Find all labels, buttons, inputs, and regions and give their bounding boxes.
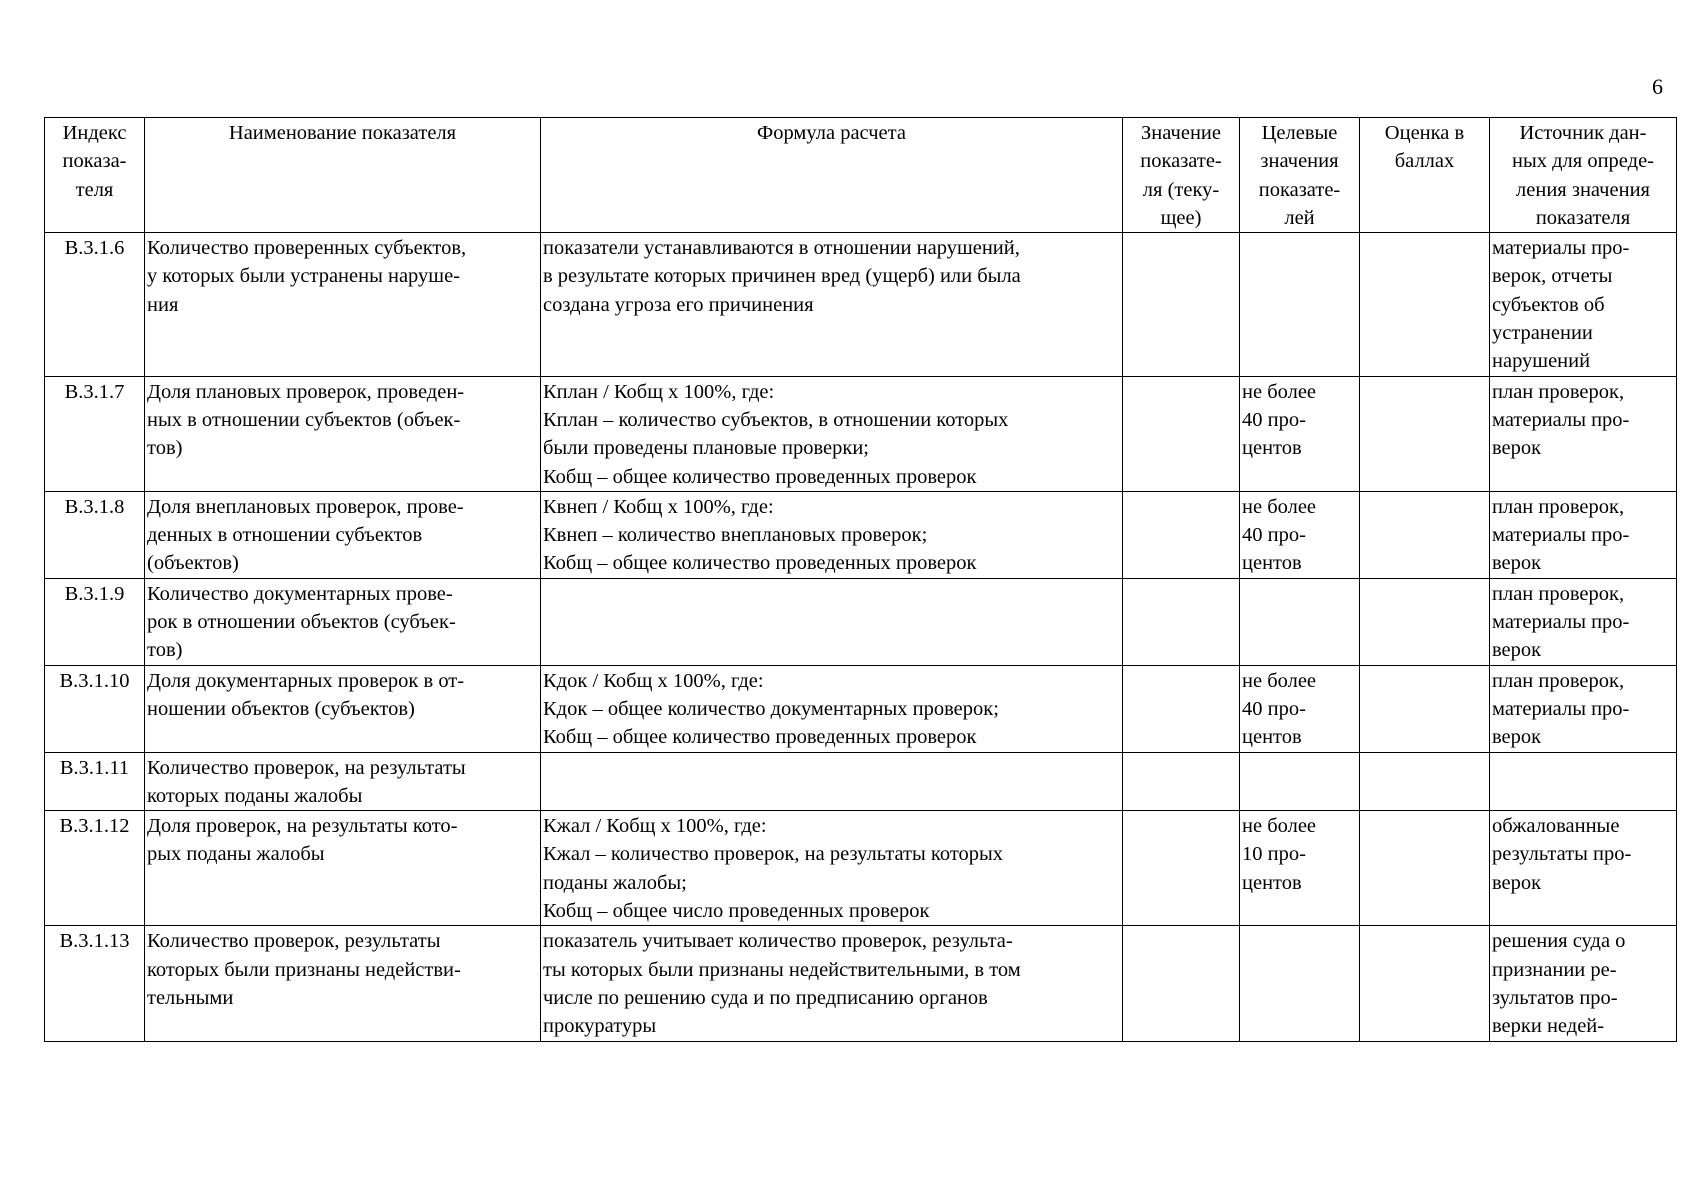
cell-formula	[541, 578, 1123, 665]
cell-formula: Кжал / Кобщ х 100%, где: Кжал – количество проверок, на результаты которых поданы жалобы; Кобщ – общее число проведенных проверок	[541, 811, 1123, 926]
cell-data-source: план проверок, материалы про- верок	[1490, 578, 1677, 665]
table-row	[45, 811, 1677, 926]
cell-index: В.3.1.13	[45, 926, 145, 1041]
table-row	[45, 491, 1677, 578]
cell-target-value: не более 10 про- центов	[1240, 811, 1360, 926]
cell-formula: Квнеп / Кобщ х 100%, где: Квнеп – количество внеплановых проверок; Кобщ – общее количество проведенных проверок	[541, 491, 1123, 578]
cell-score	[1360, 811, 1490, 926]
cell-current-value	[1123, 233, 1240, 376]
cell-name: Доля плановых проверок, проведен- ных в отношении субъектов (объек- тов)	[145, 376, 541, 491]
table-row	[45, 665, 1677, 752]
cell-name: Количество документарных прове- рок в отношении объектов (субъек- тов)	[145, 578, 541, 665]
cell-data-source: план проверок, материалы про- верок	[1490, 491, 1677, 578]
table-header-row	[45, 118, 1677, 233]
header-score: Оценка в баллах	[1360, 118, 1490, 233]
table-row	[45, 752, 1677, 811]
cell-current-value	[1123, 752, 1240, 811]
cell-target-value	[1240, 926, 1360, 1041]
cell-index: В.3.1.6	[45, 233, 145, 376]
cell-data-source: материалы про- верок, отчеты субъектов об устранении нарушений	[1490, 233, 1677, 376]
table-row	[45, 233, 1677, 376]
cell-target-value	[1240, 578, 1360, 665]
cell-formula: показатели устанавливаются в отношении нарушений, в результате которых причинен вред (ущерб) или была создана угроза его причинения	[541, 233, 1123, 376]
cell-index: В.3.1.8	[45, 491, 145, 578]
cell-score	[1360, 752, 1490, 811]
cell-data-source: решения суда о признании ре- зультатов про- верки недей-	[1490, 926, 1677, 1041]
indicators-table	[44, 117, 1677, 1042]
cell-target-value: не более 40 про- центов	[1240, 376, 1360, 491]
cell-index: В.3.1.10	[45, 665, 145, 752]
header-index: Индекс показа- теля	[45, 118, 145, 233]
cell-formula: Кдок / Кобщ х 100%, где: Кдок – общее количество документарных проверок; Кобщ – общее количество проведенных проверок	[541, 665, 1123, 752]
cell-target-value	[1240, 752, 1360, 811]
cell-current-value	[1123, 376, 1240, 491]
cell-index: В.3.1.12	[45, 811, 145, 926]
page-number: 6	[1652, 74, 1663, 99]
cell-target-value	[1240, 233, 1360, 376]
cell-data-source: обжалованные результаты про- верок	[1490, 811, 1677, 926]
cell-name: Доля внеплановых проверок, прове- денных в отношении субъектов (объектов)	[145, 491, 541, 578]
cell-target-value: не более 40 про- центов	[1240, 491, 1360, 578]
table-body	[45, 233, 1677, 1041]
table-row	[45, 578, 1677, 665]
header-current-value: Значение показате- ля (теку- щее)	[1123, 118, 1240, 233]
cell-name: Количество проверенных субъектов, у которых были устранены наруше- ния	[145, 233, 541, 376]
cell-score	[1360, 233, 1490, 376]
cell-score	[1360, 376, 1490, 491]
cell-current-value	[1123, 665, 1240, 752]
cell-index: В.3.1.11	[45, 752, 145, 811]
table-row	[45, 376, 1677, 491]
cell-score	[1360, 491, 1490, 578]
cell-index: В.3.1.9	[45, 578, 145, 665]
cell-current-value	[1123, 926, 1240, 1041]
cell-score	[1360, 926, 1490, 1041]
cell-name: Доля проверок, на результаты кото- рых поданы жалобы	[145, 811, 541, 926]
header-formula: Формула расчета	[541, 118, 1123, 233]
cell-formula	[541, 752, 1123, 811]
cell-current-value	[1123, 578, 1240, 665]
cell-current-value	[1123, 491, 1240, 578]
cell-score	[1360, 665, 1490, 752]
header-target-values: Целевые значения показате- лей	[1240, 118, 1360, 233]
cell-score	[1360, 578, 1490, 665]
cell-name: Количество проверок, результаты которых были признаны недействи- тельными	[145, 926, 541, 1041]
header-data-source: Источник дан- ных для опреде- ления значения показателя	[1490, 118, 1677, 233]
header-name: Наименование показателя	[145, 118, 541, 233]
cell-name: Доля документарных проверок в от- ношении объектов (субъектов)	[145, 665, 541, 752]
cell-data-source: план проверок, материалы про- верок	[1490, 376, 1677, 491]
cell-data-source	[1490, 752, 1677, 811]
table-row	[45, 926, 1677, 1041]
cell-index: В.3.1.7	[45, 376, 145, 491]
cell-formula: Кплан / Кобщ х 100%, где: Кплан – количество субъектов, в отношении которых были проведены плановые проверки; Кобщ – общее количество проведенных проверок	[541, 376, 1123, 491]
cell-formula: показатель учитывает количество проверок, результа- ты которых были признаны недействительными, в том числе по решению суда и по предписанию органов прокуратуры	[541, 926, 1123, 1041]
cell-target-value: не более 40 про- центов	[1240, 665, 1360, 752]
cell-data-source: план проверок, материалы про- верок	[1490, 665, 1677, 752]
cell-name: Количество проверок, на результаты которых поданы жалобы	[145, 752, 541, 811]
cell-current-value	[1123, 811, 1240, 926]
